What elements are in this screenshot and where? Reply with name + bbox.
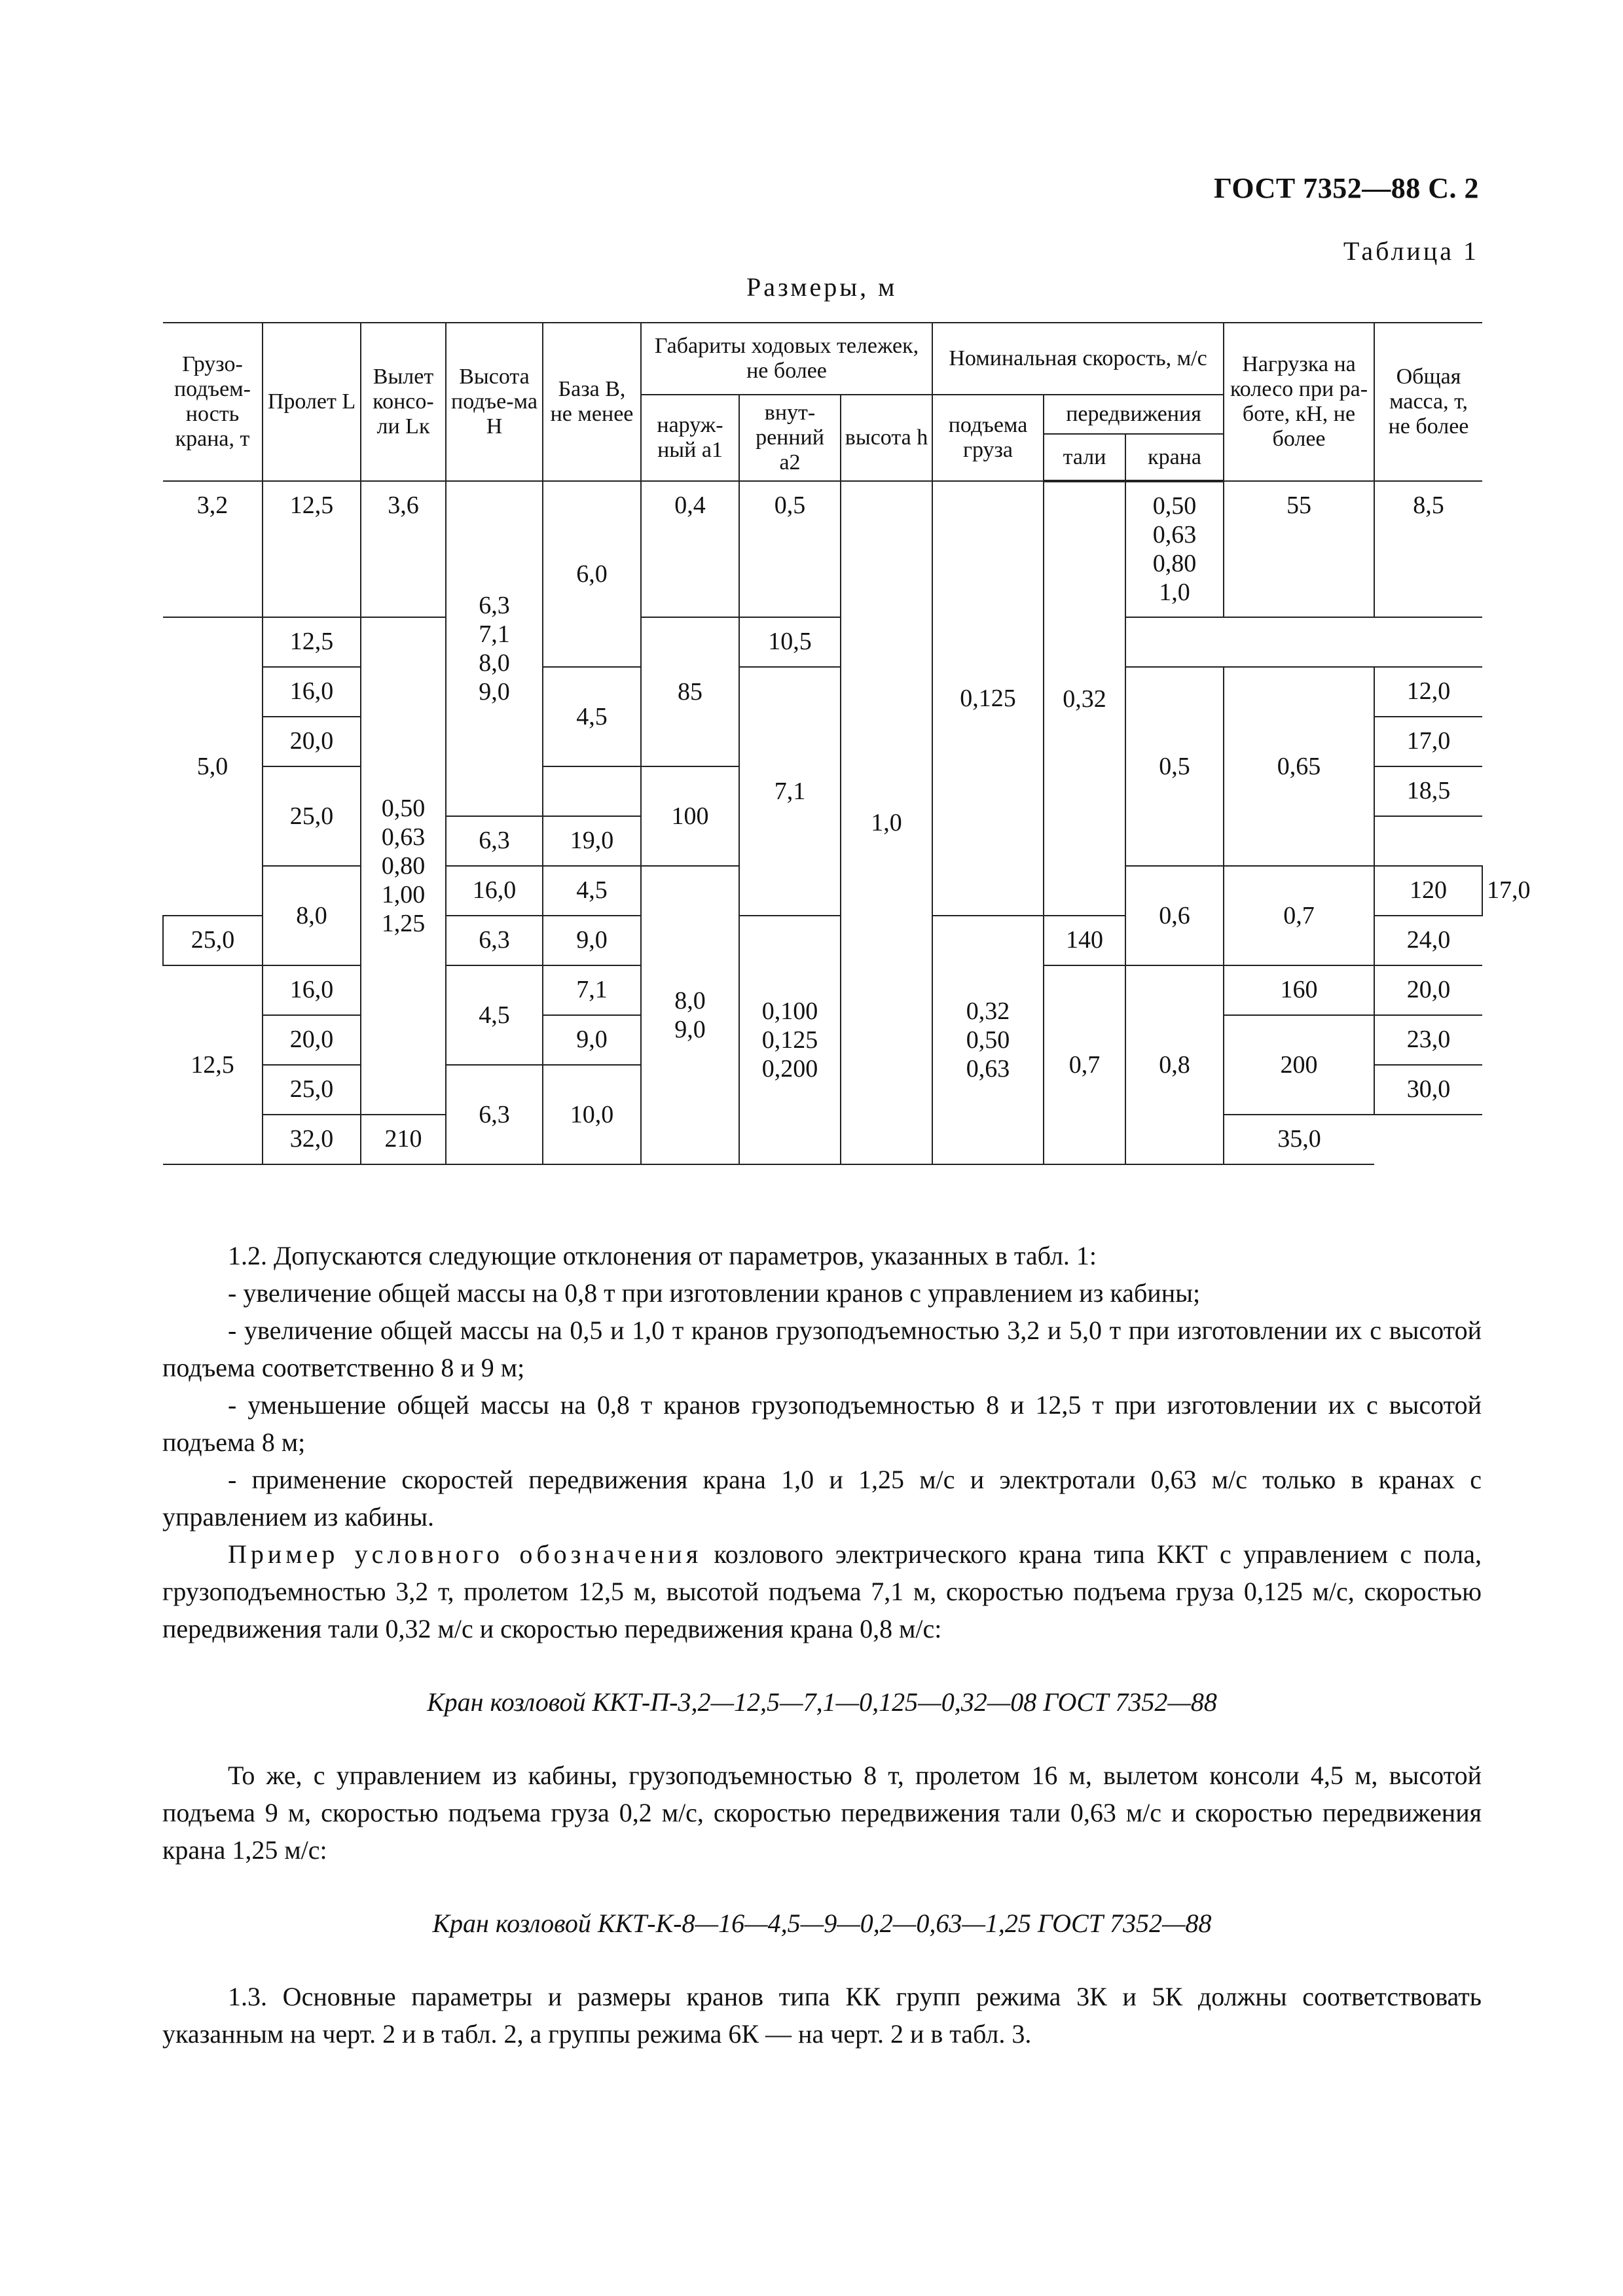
cell-mass: 8,5 bbox=[1374, 481, 1482, 617]
cell-base: 10,0 bbox=[543, 1065, 641, 1164]
table-units: Размеры, м bbox=[746, 272, 898, 302]
cell-console: 4,5 bbox=[543, 866, 641, 916]
cell-base: 6,0 bbox=[543, 481, 641, 667]
cell-outer: 0,7 bbox=[1044, 965, 1125, 1164]
cell-lift: 0,100 0,125 0,200 bbox=[739, 916, 841, 1164]
cell-load: 85 bbox=[641, 617, 739, 766]
paragraph: 1.3. Основные параметры и размеры кранов типа КК групп режима 3К и 5К должны соответствовать указанным на черт. 2 и в табл. 2, а группы режима 6К — на черт. 2 и в табл. 3. bbox=[162, 1982, 1482, 2049]
cell-span: 16,0 bbox=[263, 667, 361, 717]
cell-load: 100 bbox=[641, 766, 739, 866]
cell-load: 120 bbox=[1374, 866, 1482, 916]
cell-mass: 24,0 bbox=[1374, 916, 1482, 965]
cell-span: 16,0 bbox=[446, 866, 543, 916]
cell-span: 12,5 bbox=[263, 617, 361, 667]
cell-span: 25,0 bbox=[263, 1065, 361, 1115]
header-hoist: тали bbox=[1044, 434, 1125, 481]
cell-mass: 17,0 bbox=[1374, 717, 1482, 766]
cell-console: 4,5 bbox=[446, 965, 543, 1065]
header-lift: подъема груза bbox=[932, 395, 1044, 481]
cell-mass: 10,5 bbox=[739, 617, 841, 667]
paragraph: - увеличение общей массы на 0,8 т при изготовлении кранов с управлением из кабины; bbox=[228, 1278, 1201, 1308]
header-speed: Номинальная скорость, м/с bbox=[932, 323, 1224, 395]
cell-inner: 0,65 bbox=[1224, 667, 1374, 866]
cell-mass: 20,0 bbox=[1374, 965, 1482, 1015]
example-designation: Кран козловой ККТ-К-8—16—4,5—9—0,2—0,63—1,25 ГОСТ 7352—88 bbox=[432, 1909, 1212, 1938]
cell-mass: 23,0 bbox=[1374, 1015, 1482, 1065]
header-load: Нагрузка на колесо при ра-боте, кН, не более bbox=[1224, 323, 1374, 481]
cell-span: 25,0 bbox=[263, 766, 361, 866]
cell-console: 6,3 bbox=[446, 916, 543, 965]
cell-mass: 19,0 bbox=[543, 816, 641, 866]
paragraph: 1.2. Допускаются следующие отклонения от параметров, указанных в табл. 1: bbox=[228, 1241, 1097, 1270]
cell-capacity: 8,0 bbox=[263, 866, 361, 965]
header-travel: передвижения bbox=[1044, 395, 1224, 434]
header-outer: наруж-ный a1 bbox=[641, 395, 739, 481]
cell-mass: 30,0 bbox=[1374, 1065, 1482, 1115]
header-span: Пролет L bbox=[263, 323, 361, 481]
cell-height: 6,3 7,1 8,0 9,0 bbox=[446, 481, 543, 816]
cell-base: 9,0 bbox=[543, 1015, 641, 1065]
page-header: ГОСТ 7352—88 С. 2 bbox=[1213, 172, 1479, 204]
cell-mass: 35,0 bbox=[1224, 1115, 1374, 1164]
cell-capacity: 5,0 bbox=[163, 617, 263, 916]
cell-span: 32,0 bbox=[263, 1115, 361, 1164]
paragraph: - применение скоростей передвижения крана 1,0 и 1,25 м/с и электротали 0,63 м/с только в кранах с управлением из кабины. bbox=[162, 1465, 1482, 1532]
parameters-table: Грузо-подъем-ность крана, т Пролет L Вылет консо-ли Lк Высота подъе-ма H База B, не менее Габариты ходовых тележек, не более Номинальная скорость, м/с Нагрузка на колесо при ра-боте, кН, не более Общая масса, т, не более наруж-ный a1 внут-ренний a2 высота h подъема груза передвижения тали крана 3,2 12,5 3,6 6,3 7,1 8,0 9,0 6,0 0,4 0,5 1,0 0,125 0,32 0,50 0,63 0,80 1,0 55 8,5 5,0 12,5 0,50 0,63 0,80 1,00 1,25 85 10,5 16,0 4,5 7,1 0,5 0,65 12,0 20,0 17,0 25,0 100 18,5 6,3 19,0 8,0 16,0 4,5 8,0 9,0 0,6 0,7 120 17,0 25,0 6,3 9,0 0,100 0,125 0,200 0,32 0,50 0,63 140 24,0 12,5 16,0 4,5 7,1 0,7 0,8 160 20,0 20,0 9,0 200 23,0 25,0 6,3 10,0 30,0 32,0 210 35,0 bbox=[162, 322, 1482, 1165]
cell-capacity: 12,5 bbox=[163, 965, 263, 1164]
cell-console: 6,3 bbox=[446, 1065, 543, 1164]
cell-lift: 0,125 bbox=[932, 481, 1044, 916]
cell-load: 55 bbox=[1224, 481, 1374, 617]
cell-crane: 0,50 0,63 0,80 1,00 1,25 bbox=[361, 617, 446, 1115]
header-console: Вылет консо-ли Lк bbox=[361, 323, 446, 481]
cell-base: 9,0 bbox=[543, 916, 641, 965]
cell-outer: 0,4 bbox=[641, 481, 739, 617]
cell-load: 160 bbox=[1224, 965, 1374, 1015]
paragraph bbox=[162, 1535, 1482, 1647]
cell-console: 3,6 bbox=[361, 481, 446, 617]
header-capacity: Грузо-подъем-ность крана, т bbox=[163, 323, 263, 481]
cell-height: 8,0 9,0 bbox=[641, 866, 739, 1164]
table-label: Таблица 1 bbox=[1343, 236, 1479, 266]
cell-console bbox=[543, 766, 641, 816]
cell-outer: 0,6 bbox=[1125, 866, 1224, 965]
cell-mass: 18,5 bbox=[1374, 766, 1482, 816]
paragraph: То же, с управлением из кабины, грузоподъемностью 8 т, пролетом 16 м, вылетом консоли 4,5 м, высотой подъема 9 м, скоростью подъема груза 0,2 м/с, скоростью передвижения тали 0,63 м/с и скоростью передвижения крана 1,25 м/с: bbox=[162, 1761, 1482, 1865]
cell-span: 25,0 bbox=[163, 916, 263, 965]
cell-console: 6,3 bbox=[446, 816, 543, 866]
body-text bbox=[162, 1237, 1482, 2053]
cell-load: 210 bbox=[361, 1115, 446, 1164]
cell-mass: 12,0 bbox=[1374, 667, 1482, 717]
header-hght: высота h bbox=[841, 395, 932, 481]
cell-span: 20,0 bbox=[263, 717, 361, 766]
cell-load: 200 bbox=[1224, 1015, 1374, 1115]
cell-crane: 0,50 0,63 0,80 1,0 bbox=[1125, 481, 1224, 617]
header-height: Высота подъе-ма H bbox=[446, 323, 543, 481]
cell-hght: 1,0 bbox=[841, 481, 932, 1164]
header-mass: Общая масса, т, не более bbox=[1374, 323, 1482, 481]
header-crane: крана bbox=[1125, 434, 1224, 481]
cell-inner: 0,5 bbox=[739, 481, 841, 617]
cell-span: 20,0 bbox=[263, 1015, 361, 1065]
cell-span: 12,5 bbox=[263, 481, 361, 617]
example-text: козлового электрического крана типа ККТ с управлением с пола, грузоподъемностью 3,2 т, пролетом 12,5 м, высотой подъема 7,1 м, скоростью подъема груза 0,125 м/с, скоростью передвижения тали 0,32 м/с и скоростью передвижения крана 0,8 м/с: bbox=[162, 1539, 1482, 1643]
cell-outer: 0,5 bbox=[1125, 667, 1224, 866]
cell-inner: 0,7 bbox=[1224, 866, 1374, 965]
cell-span: 16,0 bbox=[263, 965, 361, 1015]
paragraph: - уменьшение общей массы на 0,8 т кранов грузоподъемностью 8 и 12,5 т при изготовлении их с высотой подъема 8 м; bbox=[162, 1390, 1482, 1457]
cell-base: 7,1 bbox=[543, 965, 641, 1015]
cell-load: 140 bbox=[1044, 916, 1125, 965]
cell-hoist: 0,32 0,50 0,63 bbox=[932, 916, 1044, 1164]
cell-base: 7,1 bbox=[739, 667, 841, 916]
cell-hoist: 0,32 bbox=[1044, 481, 1125, 916]
header-inner: внут-ренний a2 bbox=[739, 395, 841, 481]
example-lead: Пример условного обозначения bbox=[228, 1539, 702, 1569]
cell-inner: 0,8 bbox=[1125, 965, 1224, 1164]
cell-capacity: 3,2 bbox=[163, 481, 263, 617]
example-designation: Кран козловой ККТ-П-3,2—12,5—7,1—0,125—0,32—08 ГОСТ 7352—88 bbox=[427, 1687, 1217, 1717]
header-gabarity: Габариты ходовых тележек, не более bbox=[641, 323, 932, 395]
header-base: База B, не менее bbox=[543, 323, 641, 481]
paragraph: - увеличение общей массы на 0,5 и 1,0 т кранов грузоподъемностью 3,2 и 5,0 т при изготовлении их с высотой подъема соответственно 8 и 9 м; bbox=[162, 1316, 1482, 1382]
cell-console: 4,5 bbox=[543, 667, 641, 766]
